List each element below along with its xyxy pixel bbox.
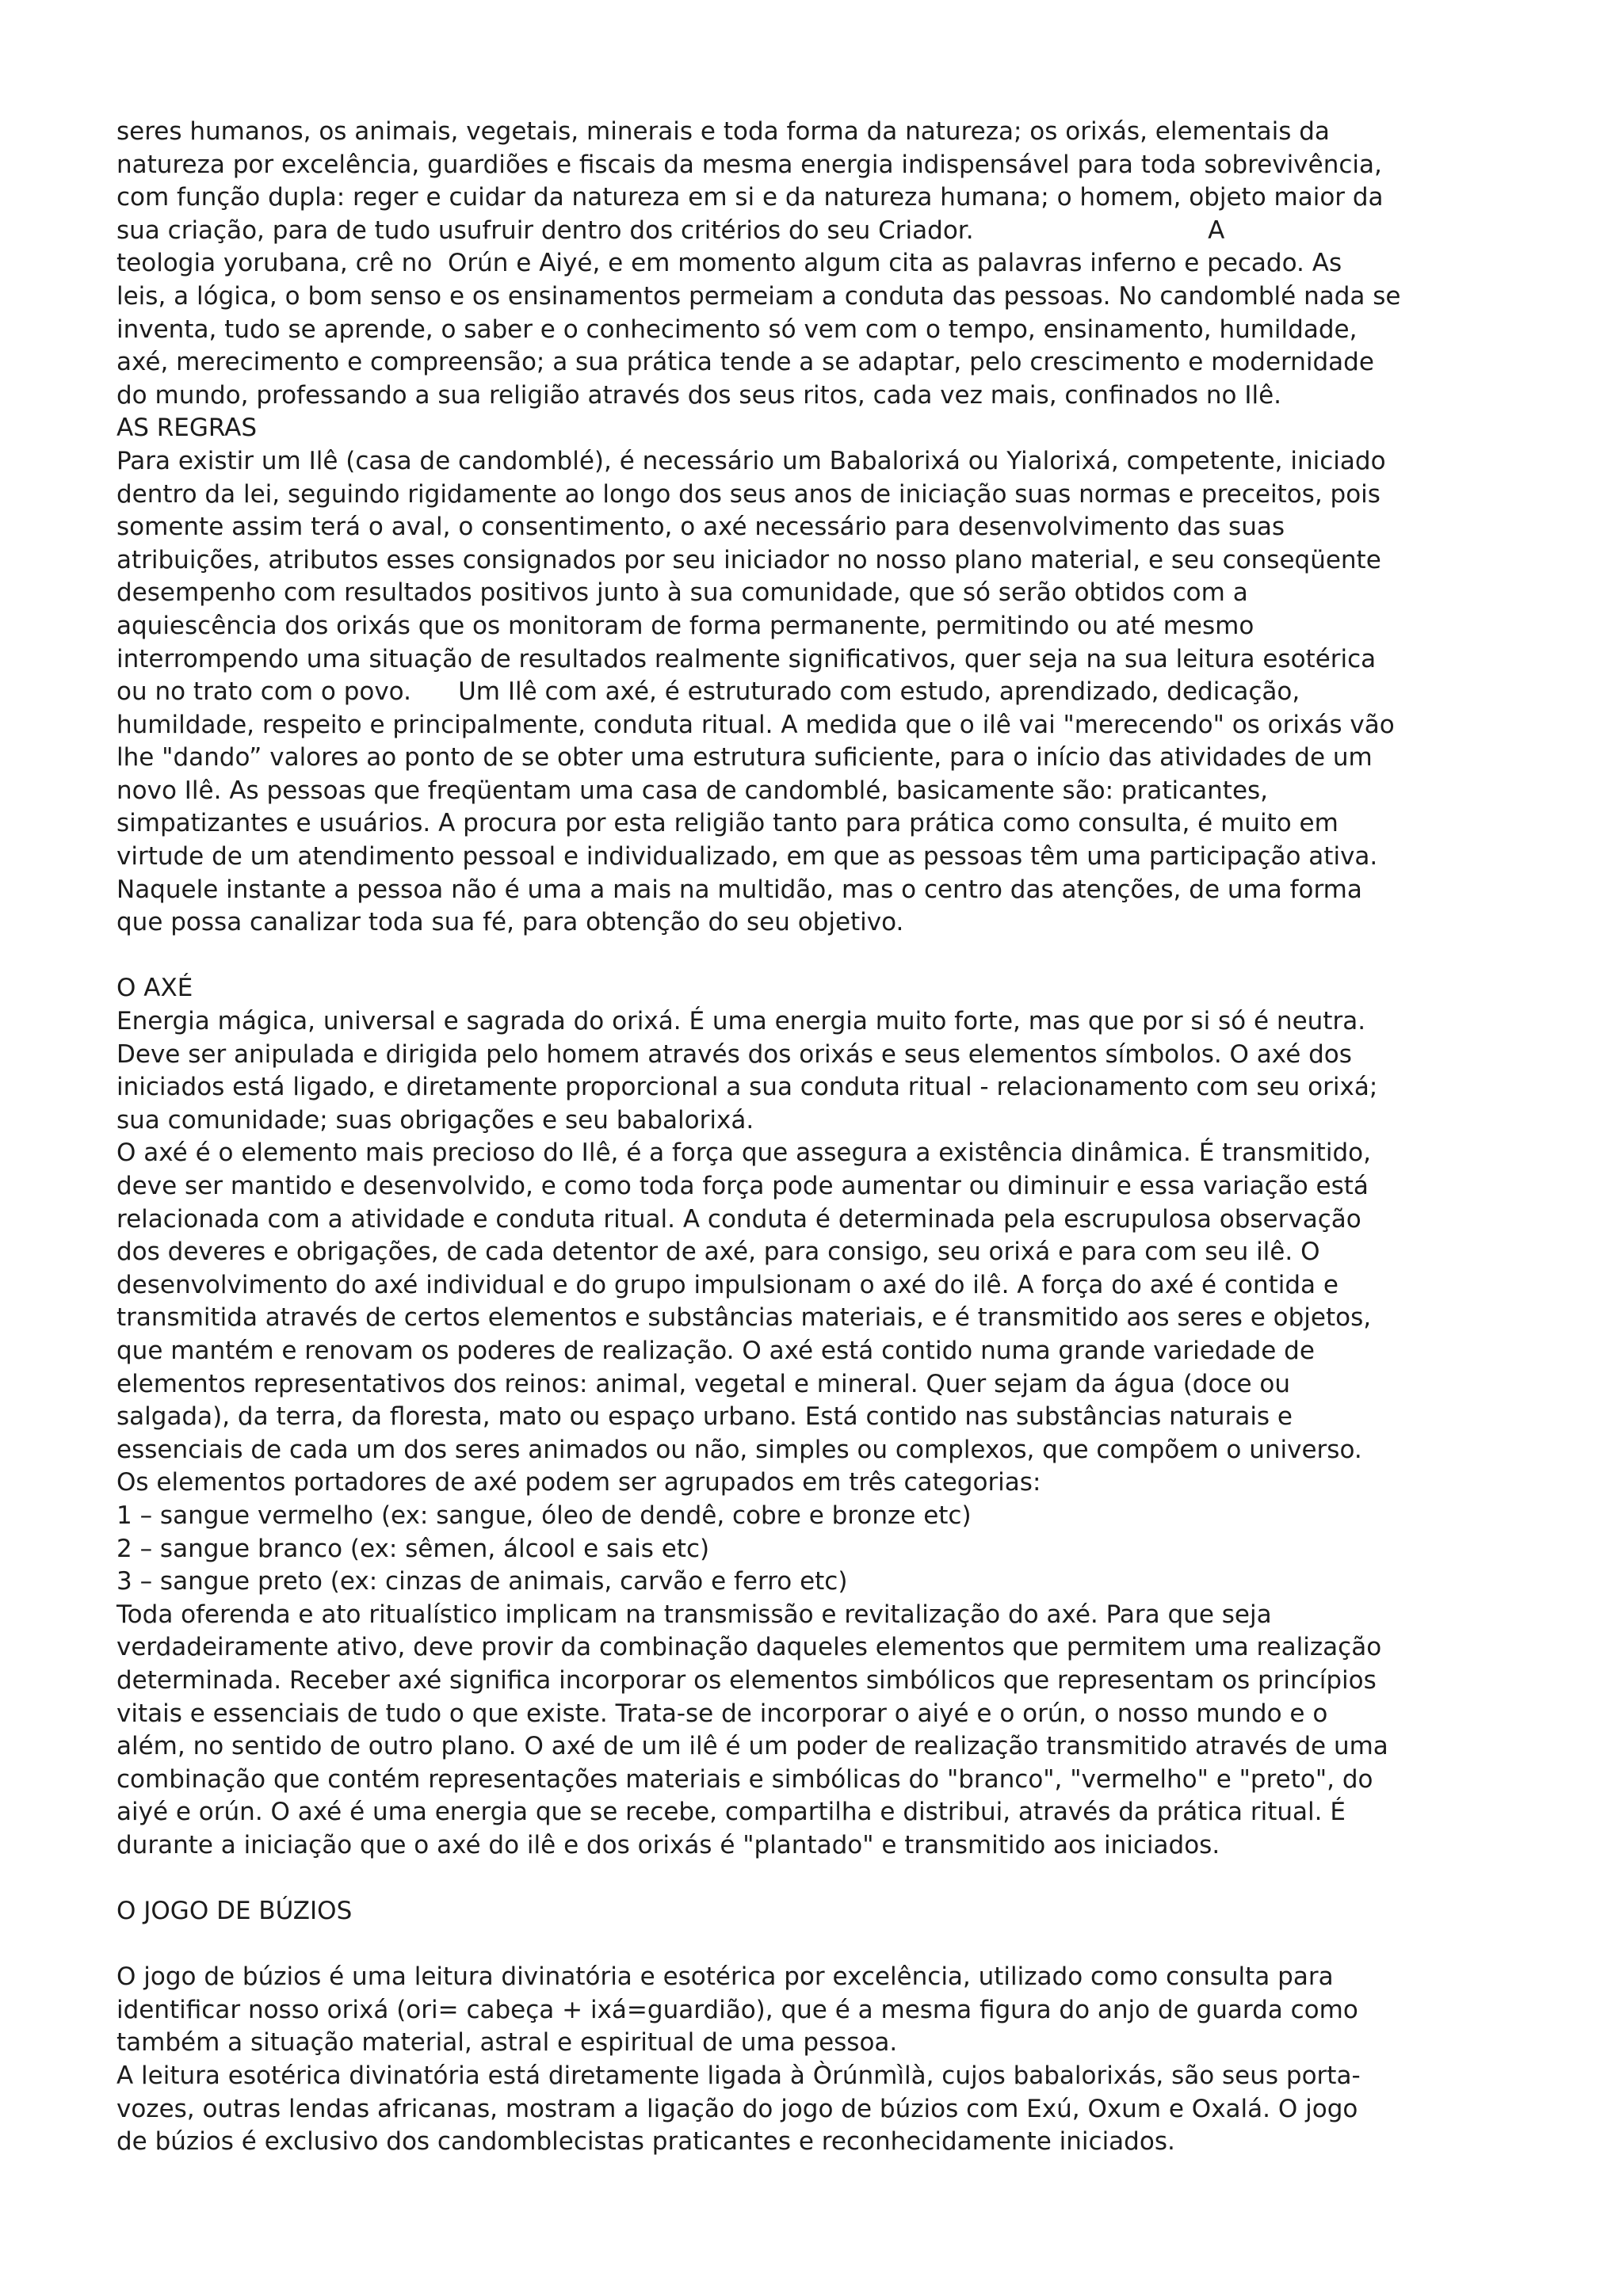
text-line: Toda oferenda e ato ritualístico implicam na transmissão e revitalização do axé. Para que seja — [116, 1600, 1272, 1629]
text-line: O jogo de búzios é uma leitura divinatória e esotérica por excelência, utilizado como consulta para — [116, 1962, 1334, 1992]
text-line: somente assim terá o aval, o consentimento, o axé necessário para desenvolvimento das suas — [116, 513, 1285, 542]
text-line: relacionada com a atividade e conduta ritual. A conduta é determinada pela escrupulosa observação — [116, 1204, 1361, 1234]
text-line: dos deveres e obrigações, de cada detentor de axé, para consigo, seu orixá e para com seu ilê. O — [116, 1238, 1320, 1267]
list-item: 3 – sangue preto (ex: cinzas de animais, carvão e ferro etc) — [116, 1567, 848, 1596]
text-line: inventa, tudo se aprende, o saber e o conhecimento só vem com o tempo, ensinamento, humildade, — [116, 315, 1358, 344]
text-line: Deve ser anipulada e dirigida pelo homem através dos orixás e seus elementos símbolos. O axé dos — [116, 1039, 1352, 1069]
text-line: teologia yorubana, crê no Orún e Aiyé, e em momento algum cita as palavras inferno e pecado. As — [116, 249, 1342, 278]
text-line: determinada. Receber axé significa incorporar os elementos simbólicos que representam os princípios — [116, 1665, 1377, 1695]
text-line: deve ser mantido e desenvolvido, e como toda força pode aumentar ou diminuir e essa variação está — [116, 1172, 1369, 1200]
section-heading-as-regras: AS REGRAS — [116, 414, 258, 443]
text-line: transmitida através de certos elementos e substâncias materiais, e é transmitido aos seres e objetos, — [116, 1303, 1372, 1333]
text-line: com função dupla: reger e cuidar da natureza em si e da natureza humana; o homem, objeto maior da — [116, 183, 1384, 212]
text-line: salgada), da terra, da floresta, mato ou espaço urbano. Está contido nas substâncias naturais e — [116, 1402, 1293, 1432]
list-item: 2 – sangue branco (ex: sêmen, álcool e sais etc) — [116, 1534, 710, 1563]
text-line: verdadeiramente ativo, deve provir da combinação daqueles elementos que permitem uma realização — [116, 1633, 1382, 1662]
text-line: que mantém e renovam os poderes de realização. O axé está contido numa grande variedade de — [116, 1336, 1315, 1365]
text-line: vozes, outras lendas africanas, mostram a ligação do jogo de búzios com Exú, Oxum e Oxalá. O jogo — [116, 2094, 1358, 2123]
text-line: ou no trato com o povo. Um Ilê com axé, é estruturado com estudo, aprendizado, dedicação, — [116, 677, 1300, 707]
text-line: desenvolvimento do axé individual e do grupo impulsionam o axé do ilê. A força do axé é contida e — [116, 1270, 1338, 1299]
text-line: axé, merecimento e compreensão; a sua prática tende a se adaptar, pelo crescimento e modernidade — [116, 348, 1374, 377]
text-line: sua comunidade; suas obrigações e seu babalorixá. — [116, 1105, 754, 1135]
text-line: também a situação material, astral e espiritual de uma pessoa. — [116, 2028, 898, 2058]
text-line: aquiescência dos orixás que os monitoram de forma permanente, permitindo ou até mesmo — [116, 611, 1254, 640]
text-line: vitais e essenciais de tudo o que existe. Trata-se de incorporar o aiyé e o orún, o nosso mundo e o — [116, 1699, 1328, 1728]
text-line: durante a iniciação que o axé do ilê e dos orixás é "plantado" e transmitido aos iniciados. — [116, 1830, 1220, 1859]
text-line: Energia mágica, universal e sagrada do orixá. É uma energia muito forte, mas que por si só é neutra. — [116, 1007, 1366, 1036]
text-line: desempenho com resultados positivos junto à sua comunidade, que só serão obtidos com a — [116, 578, 1248, 608]
text-line: iniciados está ligado, e diretamente proporcional a sua conduta ritual - relacionamento com seu orixá; — [116, 1073, 1378, 1102]
text-line: seres humanos, os animais, vegetais, minerais e toda forma da natureza; os orixás, elementais da — [116, 117, 1330, 146]
list-item: 1 – sangue vermelho (ex: sangue, óleo de dendê, cobre e bronze etc) — [116, 1501, 972, 1530]
text-line: leis, a lógica, o bom senso e os ensinamentos permeiam a conduta das pessoas. No candomblé nada se — [116, 281, 1401, 311]
blank-line — [116, 1862, 1543, 1895]
text-line: O axé é o elemento mais precioso do Ilê, é a força que assegura a existência dinâmica. É transmitido, — [116, 1138, 1371, 1168]
text-line: combinação que contém representações materiais e simbólicas do "branco", "vermelho" e "preto", do — [116, 1764, 1373, 1794]
text-line: A leitura esotérica divinatória está diretamente ligada à Òrúnmìlà, cujos babalorixás, são seus porta- — [116, 2061, 1361, 2091]
text-line: lhe "dando” valores ao ponto de se obter uma estrutura suficiente, para o início das atividades de um — [116, 743, 1373, 772]
text-line: além, no sentido de outro plano. O axé de um ilê é um poder de realização transmitido através de uma — [116, 1732, 1388, 1761]
section-heading-o-axe: O AXÉ — [116, 974, 193, 1003]
text-line: aiyé e orún. O axé é uma energia que se recebe, compartilha e distribui, através da prática ritual. É — [116, 1798, 1346, 1827]
section-heading-o-jogo-de-buzios: O JOGO DE BÚZIOS — [116, 1897, 353, 1926]
text-line: virtude de um atendimento pessoal e individualizado, em que as pessoas têm uma participação ativa. — [116, 842, 1378, 871]
text-line: sua criação, para de tudo usufruir dentro dos critérios do seu Criador. A — [116, 215, 1225, 245]
blank-line — [116, 940, 1543, 973]
text-line: atribuições, atributos esses consignados por seu iniciador no nosso plano material, e seu conseqüente — [116, 545, 1381, 574]
text-line: natureza por excelência, guardiões e fiscais da mesma energia indispensável para toda sobrevivência, — [116, 150, 1382, 179]
text-line: que possa canalizar toda sua fé, para obtenção do seu objetivo. — [116, 908, 904, 937]
text-line: humildade, respeito e principalmente, conduta ritual. A medida que o ilê vai "merecendo" os orixás vão — [116, 710, 1395, 739]
text-line: elementos representativos dos reinos: animal, vegetal e mineral. Quer sejam da água (doce ou — [116, 1369, 1291, 1398]
text-line: Para existir um Ilê (casa de candomblé), é necessário um Babalorixá ou Yialorixá, competente, iniciado — [116, 446, 1386, 475]
text-line: Os elementos portadores de axé podem ser agrupados em três categorias: — [116, 1468, 1041, 1497]
text-line: Naquele instante a pessoa não é uma a mais na multidão, mas o centro das atenções, de uma forma — [116, 875, 1362, 904]
text-line: interrompendo uma situação de resultados realmente significativos, quer seja na sua leitura esotérica — [116, 644, 1377, 673]
blank-line — [116, 1928, 1543, 1962]
text-line: de búzios é exclusivo dos candomblecistas praticantes e reconhecidamente iniciados. — [116, 2127, 1175, 2157]
text-line: simpatizantes e usuários. A procura por esta religião tanto para prática como consulta, é muito em — [116, 809, 1338, 838]
text-line: novo Ilê. As pessoas que freqüentam uma casa de candomblé, basicamente são: praticantes, — [116, 776, 1269, 805]
text-line: essenciais de cada um dos seres animados ou não, simples ou complexos, que compõem o universo. — [116, 1435, 1362, 1464]
text-line: identificar nosso orixá (ori= cabeça + ixá=guardião), que é a mesma figura do anjo de guarda como — [116, 1995, 1358, 2024]
document-body — [116, 116, 1543, 2159]
text-line: dentro da lei, seguindo rigidamente ao longo dos seus anos de iniciação suas normas e preceitos, pois — [116, 479, 1381, 509]
text-line: do mundo, professando a sua religião através dos seus ritos, cada vez mais, confinados no Ilê. — [116, 380, 1282, 410]
